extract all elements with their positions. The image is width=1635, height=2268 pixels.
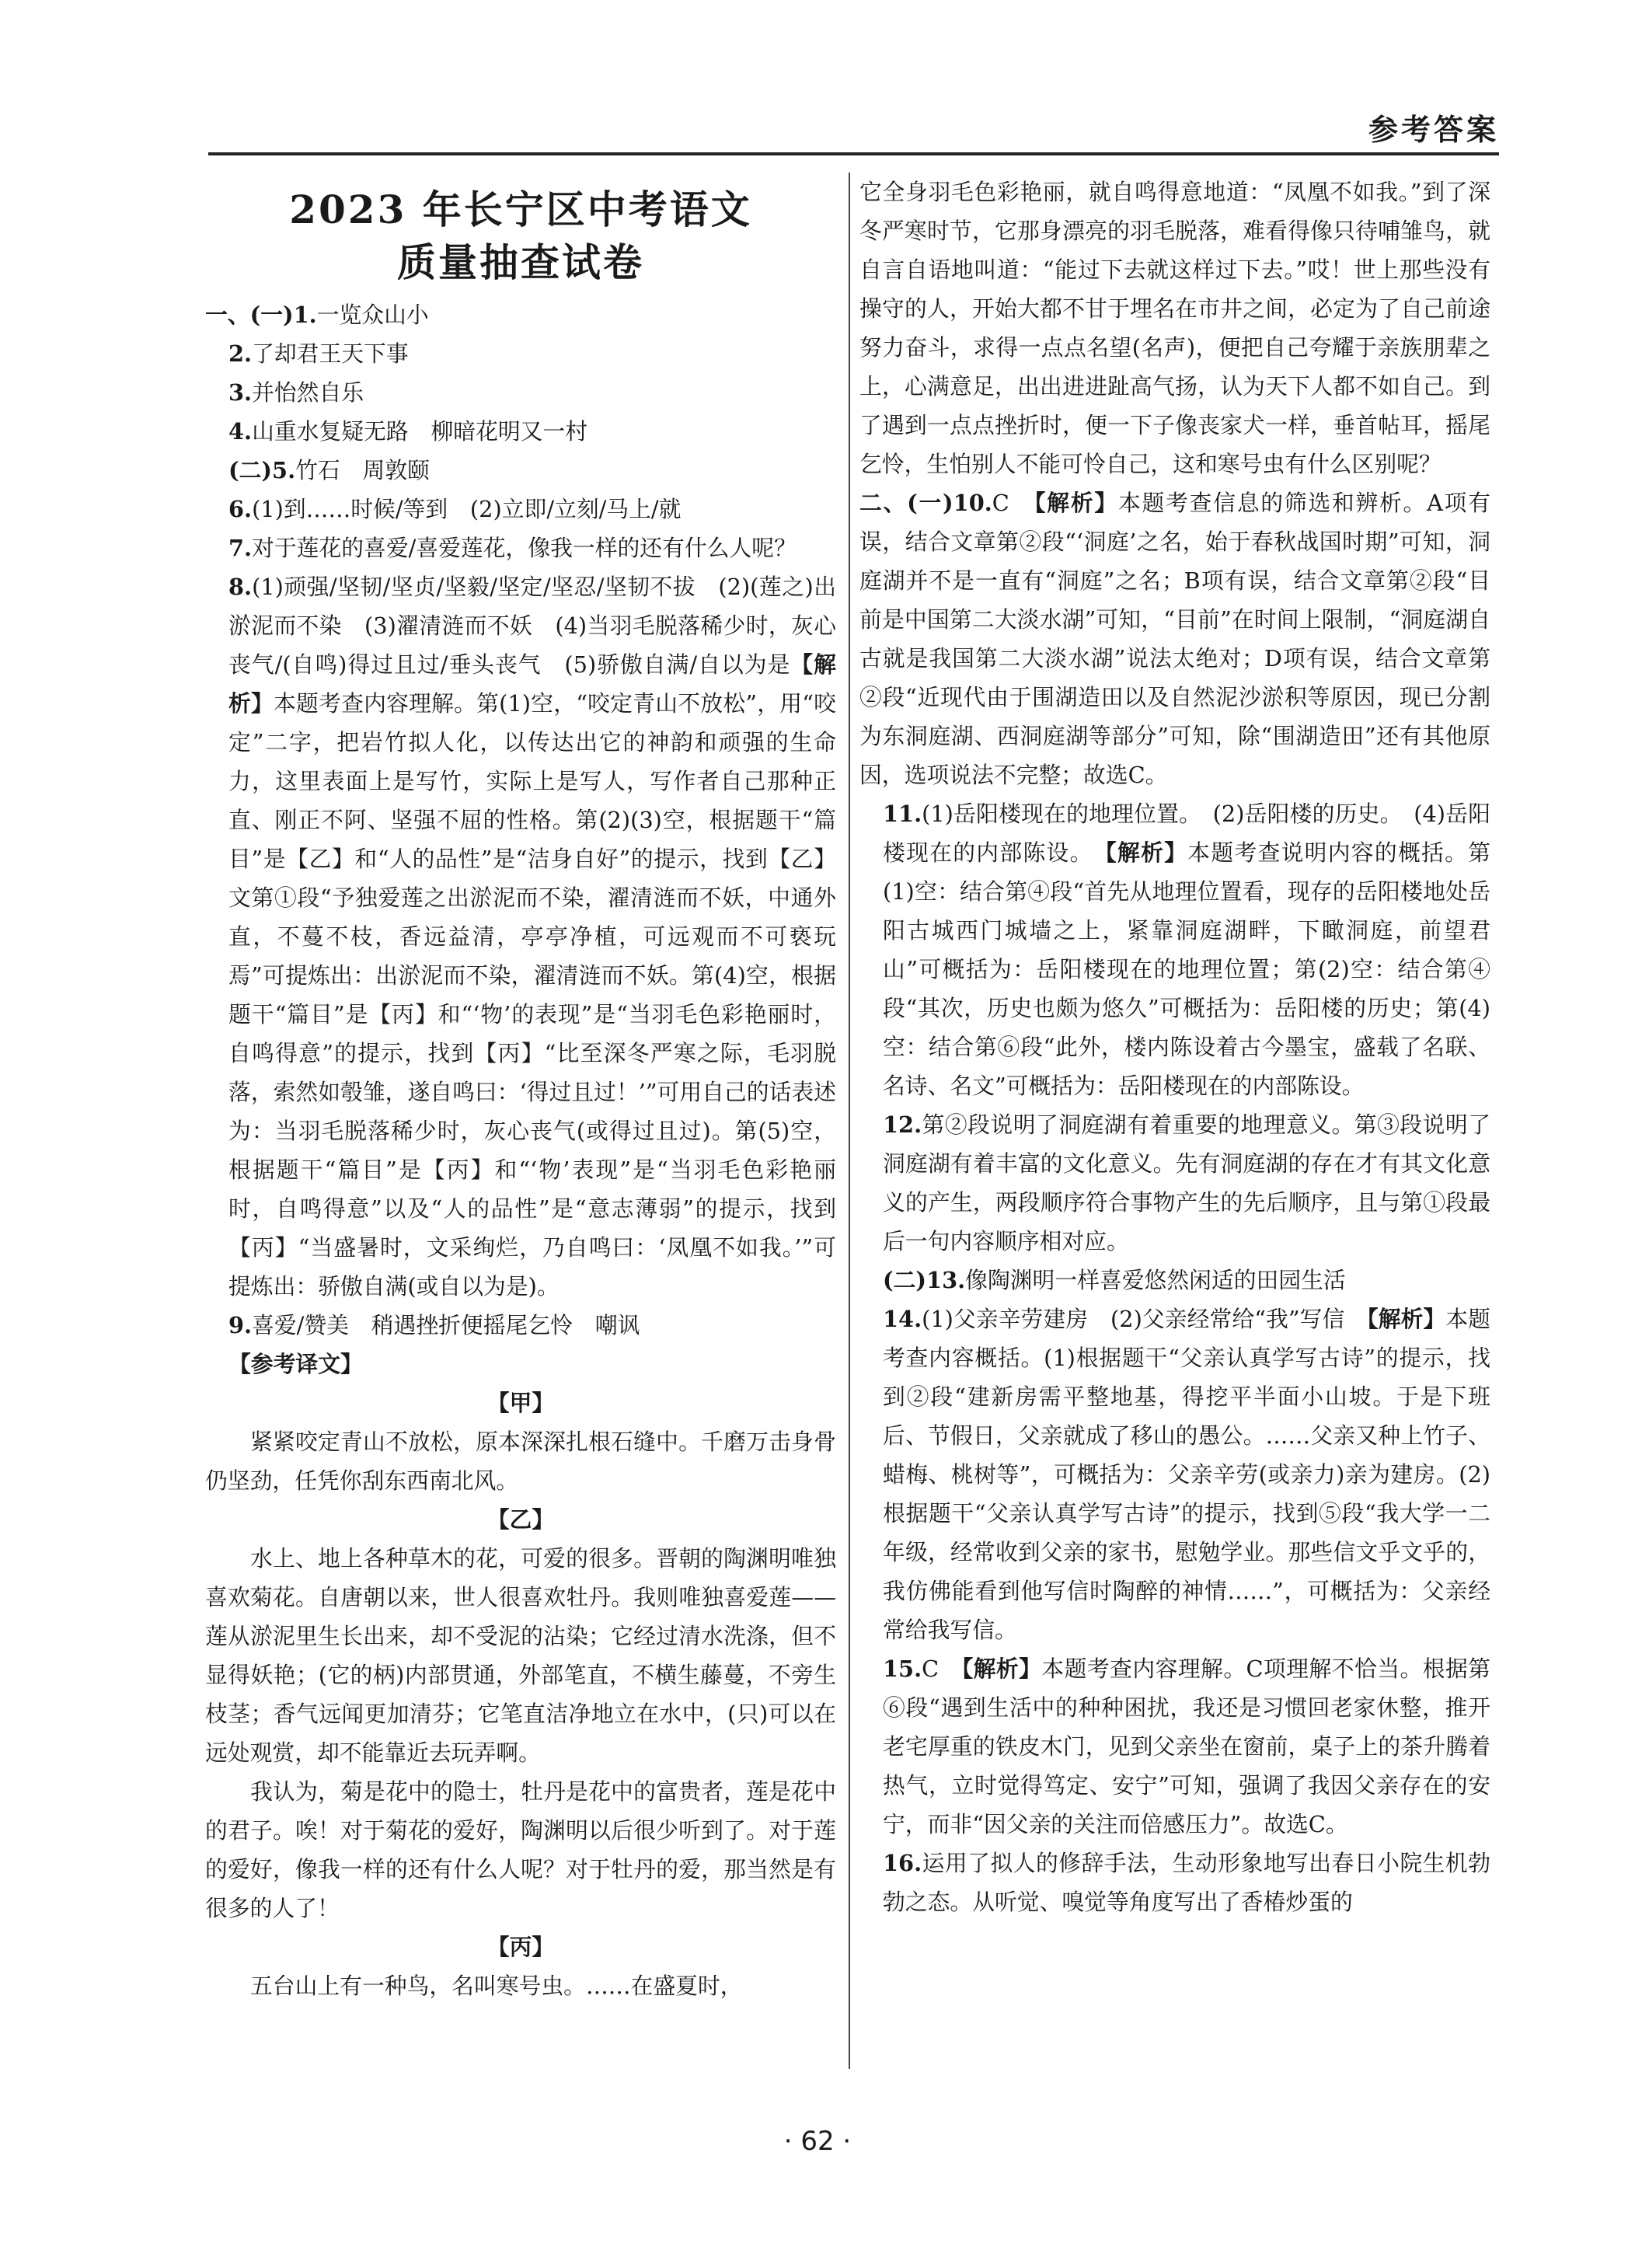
answer-11 bbox=[859, 794, 1490, 1105]
answer-8-analysis: 本题考查内容理解。第(1)空，“咬定青山不放松”，用“咬定”二字，把岩竹拟人化，以传达出它的神韵和顽强的生命力，这里表面上是写竹，实际上是写人，写作者自己那种正直、刚正不阿、坚强不屈的性格。第(2)(3)空，根据题干“篇目”是【乙】和“人的品性”是“洁身自好”的提示，找到【乙】文第①段“予独爱莲之出淤泥而不染，濯清涟而不妖，中通外直，不蔓不枝，香远益清，亭亭净植，可远观而不可亵玩焉”可提炼出：出淤泥而不染，濯清涟而不妖。第(4)空，根据题干“篇目”是【丙】和“‘物’的表现”是“当羽毛色彩艳丽时，自鸣得意”的提示，找到【丙】“比至深冬严寒之际，毛羽脱落，索然如彀雏，遂自鸣曰：‘得过且过！’”可用自己的话表述为：当羽毛脱落稀少时，灰心丧气(或得过且过)。第(5)空，根据题干“篇目”是【丙】和“‘物’表现”是“当羽毛色彩艳丽时，自鸣得意”以及“人的品性”是“意志薄弱”的提示，找到【丙】“当盛暑时，文采绚烂，乃自鸣曰：‘凤凰不如我。’”可提炼出：骄傲自满(或自以为是)。 bbox=[228, 690, 836, 1300]
left-column bbox=[205, 173, 836, 2069]
answer-15-choice: C bbox=[922, 1656, 940, 1682]
answer-7-text: 对于莲花的喜爱/喜爱莲花，像我一样的还有什么人呢？ bbox=[252, 535, 797, 561]
answer-4-num: 4. bbox=[228, 418, 253, 445]
answer-6-text: (1)到……时候/等到 (2)立即/立刻/马上/就 bbox=[252, 496, 682, 522]
answer-10-choice: C bbox=[992, 490, 1009, 516]
answer-10-analysis: 本题考查信息的筛选和辨析。A项有误，结合文章第②段“‘洞庭’之名，始于春秋战国时期”可知，洞庭湖并不是一直有“洞庭”之名；B项有误，结合文章第②段“目前是中国第二大淡水湖”可知，“目前”在时间上限制，“洞庭湖自古就是我国第二大淡水湖”说法太绝对；D项有误，结合文章第②段“近现代由于围湖造田以及自然泥沙淤积等原因，现已分割为东洞庭湖、西洞庭湖等部分”可知，除“围湖造田”还有其他原因，选项说法不完整；故选C。 bbox=[859, 490, 1490, 788]
answer-7-num: 7. bbox=[228, 535, 253, 561]
translation-yi-paragraph-1: 水上、地上各种草木的花，可爱的很多。晋朝的陶渊明唯独喜欢菊花。自唐朝以来，世人很喜欢牡丹。我则唯独喜爱莲——莲从淤泥里生长出来，却不受泥的沾染；它经过清水洗涤，但不显得妖艳；(它的柄)内部贯通，外部笔直，不横生藤蔓，不旁生枝茎；香气远闻更加清芬；它笔直洁净地立在水中，(只)可以在远处观赏，却不能靠近去玩弄啊。 bbox=[205, 1545, 836, 1766]
answer-11-analysis: 本题考查说明内容的概括。第(1)空：结合第④段“首先从地理位置看，现存的岳阳楼地处岳阳古城西门城墙之上，紧靠洞庭湖畔，下瞰洞庭，前望君山”可概括为：岳阳楼现在的地理位置；第(2)空：结合第④段“其次，历史也颇为悠久”可概括为：岳阳楼的历史；第(4)空：结合第⑥段“此外，楼内陈设着古今墨宝，盛载了名联、名诗、名文”可概括为：岳阳楼现在的内部陈设。 bbox=[883, 839, 1490, 1099]
answer-2-text: 了却君王天下事 bbox=[252, 340, 409, 367]
answer-10 bbox=[859, 483, 1490, 794]
answer-3-text: 并怡然自乐 bbox=[252, 379, 364, 406]
answer-4-text: 山重水复疑无路 柳暗花明又一村 bbox=[252, 418, 588, 445]
answer-15-analysis-tag: 【解析】 bbox=[961, 1656, 1042, 1682]
answer-2 bbox=[205, 334, 836, 373]
answer-16 bbox=[859, 1844, 1490, 1921]
translation-yi-paragraph-2: 我认为，菊是花中的隐士，牡丹是花中的富贵者，莲是花中的君子。唉！对于菊花的爱好，陶渊明以后很少听到了。对于莲的爱好，像我一样的还有什么人呢？对于牡丹的爱，那当然是有很多的人了！ bbox=[205, 1778, 836, 1921]
translation-jia: 紧紧咬定青山不放松，原本深深扎根石缝中。千磨万击身骨仍坚劲，任凭你刮东西南北风。 bbox=[205, 1429, 836, 1494]
answer-7 bbox=[205, 529, 836, 567]
title-line-2: 质量抽查试卷 bbox=[397, 239, 644, 285]
answer-6-num: 6. bbox=[228, 496, 253, 522]
title-line-1: 2023 年长宁区中考语文 bbox=[289, 187, 752, 232]
answer-8 bbox=[205, 567, 836, 1306]
answer-3-num: 3. bbox=[228, 379, 253, 406]
answer-5 bbox=[205, 451, 836, 490]
column-divider bbox=[849, 173, 850, 2069]
answer-11-text: (1)岳阳楼现在的地理位置。 (2)岳阳楼的历史。 (4)岳阳楼现在的内部陈设。 bbox=[883, 801, 1490, 866]
answer-9-text: 喜爱/赞美 稍遇挫折便摇尾乞怜 嘲讽 bbox=[252, 1312, 640, 1338]
answer-2-num: 2. bbox=[228, 340, 253, 367]
header-label: 参考答案 bbox=[1368, 113, 1499, 147]
answer-10-analysis-tag: 【解析】 bbox=[1034, 490, 1118, 516]
answer-4 bbox=[205, 412, 836, 451]
answer-14-analysis: 本题考查内容概括。(1)根据题干“父亲认真学写古诗”的提示，找到②段“建新房需平整地基，得挖平半面小山坡。于是下班后、节假日，父亲就成了移山的愚公。……父亲又种上竹子、蜡梅、桃树等”，可概括为：父亲辛劳(或亲力)亲为建房。(2)根据题干“父亲认真学写古诗”的提示，找到⑤段“我大学一二年级，经常收到父亲的家书，慰勉学业。那些信文乎文乎的，我仿佛能看到他写信时陶醉的神情……”，可概括为：父亲经常给我写信。 bbox=[883, 1306, 1490, 1643]
answer-16-num: 16. bbox=[883, 1850, 922, 1876]
answer-14-num: 14. bbox=[883, 1306, 922, 1332]
answer-14-text: (1)父亲辛劳建房 (2)父亲经常给“我”写信 bbox=[922, 1306, 1345, 1332]
answer-5-text: 竹石 周敦颐 bbox=[295, 457, 430, 483]
answer-13-num: (二)13. bbox=[883, 1267, 966, 1293]
answer-12 bbox=[859, 1105, 1490, 1261]
answer-6 bbox=[205, 490, 836, 529]
translation-yi-heading: 【乙】 bbox=[486, 1506, 555, 1533]
answer-13 bbox=[859, 1261, 1490, 1300]
answer-5-num: (二)5. bbox=[228, 457, 296, 483]
answer-12-num: 12. bbox=[883, 1111, 922, 1138]
answer-8-analysis-tag: 【解析】 bbox=[228, 651, 836, 717]
answer-14 bbox=[859, 1300, 1490, 1649]
answer-12-text: 第②段说明了洞庭湖有着重要的地理意义。第③段说明了洞庭湖有着丰富的文化意义。先有洞庭湖的存在才有其文化意义的产生，两段顺序符合事物产生的先后顺序，且与第①段最后一句内容顺序相对应。 bbox=[883, 1111, 1490, 1254]
answer-1-num: 一、(一)1. bbox=[205, 302, 317, 328]
translation-bing-continued: 它全身羽毛色彩艳丽，就自鸣得意地道：“凤凰不如我。”到了深冬严寒时节，它那身漂亮的羽毛脱落，难看得像只待哺雏鸟，就自言自语地叫道：“能过下去就这样过下去。”哎！世上那些没有操守的人，开始大都不甘于埋名在市井之间，必定为了自己前途努力奋斗，求得一点点名望(名声)，便把自己夸耀于亲族朋辈之上，心满意足，出出进进趾高气扬，认为天下人都不如自己。到了遇到一点点挫折时，便一下子像丧家犬一样，垂首帖耳，摇尾乞怜，生怕别人不能可怜自己，这和寒号虫有什么区别呢？ bbox=[859, 179, 1490, 477]
reference-translation-heading: 【参考译文】 bbox=[228, 1351, 363, 1377]
answer-14-analysis-tag: 【解析】 bbox=[1367, 1306, 1446, 1332]
answer-16-text: 运用了拟人的修辞手法，生动形象地写出春日小院生机勃勃之态。从听觉、嗅觉等角度写出了香椿炒蛋的 bbox=[883, 1850, 1490, 1915]
answer-9 bbox=[205, 1306, 836, 1345]
header-rule bbox=[208, 152, 1499, 155]
answer-13-text: 像陶渊明一样喜爱悠然闲适的田园生活 bbox=[965, 1267, 1346, 1293]
answer-11-num: 11. bbox=[883, 801, 922, 827]
translation-jia-heading: 【甲】 bbox=[486, 1390, 555, 1416]
page-title bbox=[205, 183, 836, 289]
answer-8-num: 8. bbox=[228, 574, 253, 600]
answer-15 bbox=[859, 1649, 1490, 1844]
answer-8-text: (1)顽强/坚韧/坚贞/坚毅/坚定/坚忍/坚韧不拔 (2)(莲之)出淤泥而不染 (3)濯清涟而不妖 (4)当羽毛脱落稀少时，灰心丧气/(自鸣)得过且过/垂头丧气 (5)骄傲自满/自以为是 bbox=[228, 574, 836, 678]
answer-11-analysis-tag: 【解析】 bbox=[1105, 839, 1188, 866]
answer-3 bbox=[205, 373, 836, 412]
answer-10-num: 二、(一)10. bbox=[859, 490, 992, 516]
right-column bbox=[859, 173, 1490, 2069]
answer-15-analysis: 本题考查内容理解。C项理解不恰当。根据第⑥段“遇到生活中的种种困扰，我还是习惯回老家休整，推开老宅厚重的铁皮木门，见到父亲坐在窗前，桌子上的茶升腾着热气，立时觉得笃定、安宁”可知，强调了我因父亲存在的安宁，而非“因父亲的关注而倍感压力”。故选C。 bbox=[883, 1656, 1490, 1837]
page-number: · 62 · bbox=[783, 2126, 852, 2157]
translation-bing-heading: 【丙】 bbox=[486, 1934, 555, 1960]
translation-bing-paragraph-1: 五台山上有一种鸟，名叫寒号虫。……在盛夏时， bbox=[250, 1973, 743, 1999]
answer-15-num: 15. bbox=[883, 1656, 922, 1682]
answer-9-num: 9. bbox=[228, 1312, 253, 1338]
answer-1 bbox=[205, 295, 836, 334]
answer-1-text: 一览众山小 bbox=[316, 302, 429, 328]
